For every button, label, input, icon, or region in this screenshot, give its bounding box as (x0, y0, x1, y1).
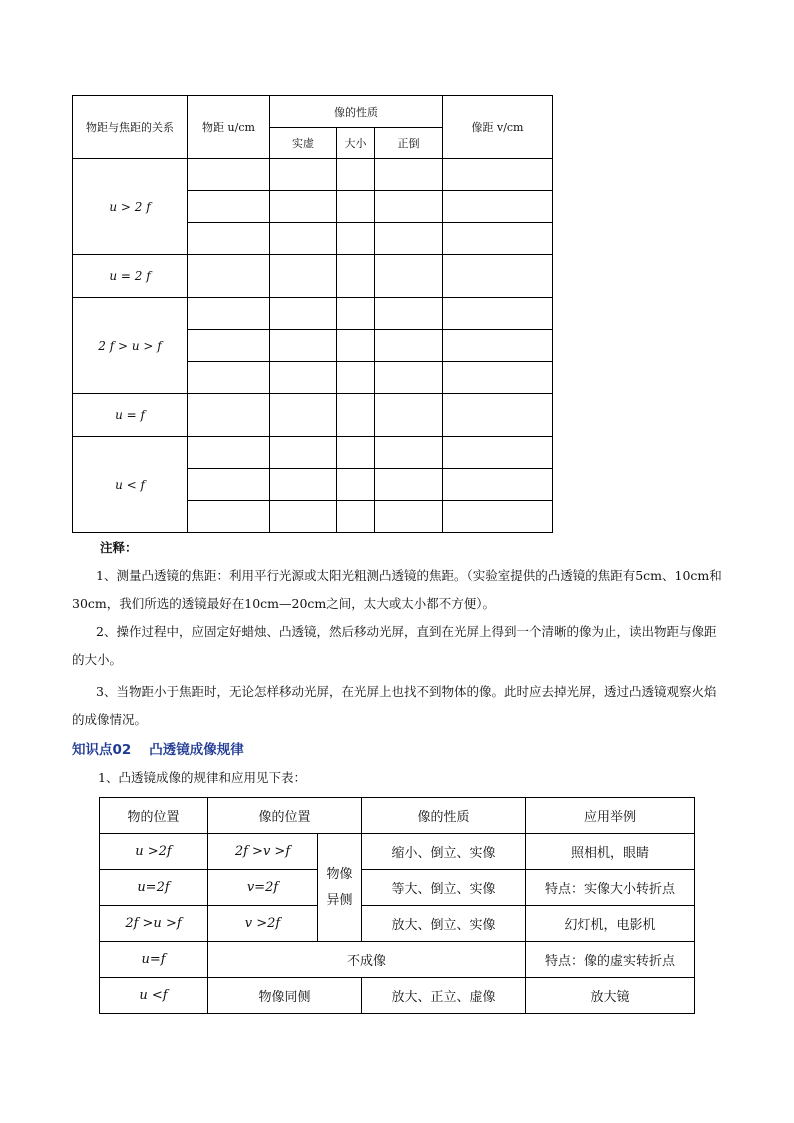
condition-u-lt-f: u < f (73, 437, 188, 533)
row-image-nature: 缩小、倒立、实像 (362, 834, 526, 870)
side-label-opposite (318, 834, 362, 942)
row-application: 特点：像的虚实转折点 (526, 942, 695, 978)
table-cell[interactable] (270, 469, 337, 501)
header-object-position: 物的位置 (100, 798, 208, 834)
row-image-position: v=2f (208, 870, 318, 906)
row-object-position: u=f (100, 942, 208, 978)
table-cell[interactable] (270, 159, 337, 191)
notes-section (72, 534, 726, 734)
table-cell[interactable] (188, 330, 270, 362)
row-application: 特点：实像大小转折点 (526, 870, 695, 906)
table-cell[interactable] (375, 255, 443, 298)
table-cell[interactable] (270, 501, 337, 533)
row-image-position: v >2f (208, 906, 318, 942)
section-number: 知识点02 (72, 742, 132, 758)
table-cell[interactable] (270, 330, 337, 362)
condition-2f-gt-u-gt-f: 2 f > u > f (73, 298, 188, 394)
table-cell[interactable] (443, 223, 553, 255)
header-image-nature: 像的性质 (270, 96, 443, 128)
table-cell[interactable] (443, 362, 553, 394)
table-cell[interactable] (375, 469, 443, 501)
table-cell[interactable] (443, 159, 553, 191)
table-cell[interactable] (270, 394, 337, 437)
table-cell[interactable] (443, 330, 553, 362)
row-object-position: u <f (100, 978, 208, 1014)
table-cell[interactable] (337, 159, 375, 191)
table-cell[interactable] (188, 469, 270, 501)
notes-label: 注释： (100, 540, 138, 555)
table-cell[interactable] (443, 255, 553, 298)
table-cell[interactable] (188, 159, 270, 191)
table-cell[interactable] (188, 191, 270, 223)
intro-text: 1、凸透镜成像的规律和应用见下表： (98, 770, 306, 785)
row-object-position: u >2f (100, 834, 208, 870)
row-object-position: 2f >u >f (100, 906, 208, 942)
note-item: 2、操作过程中，应固定好蜡烛、凸透镜，然后移动光屏，直到在光屏上得到一个清晰的像为止，读出物距与像距的大小。 (72, 624, 717, 667)
header-object-distance: 物距 u/cm (188, 96, 270, 159)
table-cell[interactable] (337, 223, 375, 255)
table-cell[interactable] (443, 437, 553, 469)
table-cell[interactable] (443, 469, 553, 501)
table-cell[interactable] (443, 501, 553, 533)
experiment-record-table (72, 95, 553, 533)
table-cell[interactable] (337, 469, 375, 501)
table-cell[interactable] (270, 298, 337, 330)
table-cell[interactable] (270, 362, 337, 394)
table-cell[interactable] (337, 330, 375, 362)
row-object-position: u=2f (100, 870, 208, 906)
table-cell[interactable] (375, 362, 443, 394)
row-image-position: 物像同侧 (208, 978, 362, 1014)
table-cell[interactable] (375, 437, 443, 469)
row-no-image: 不成像 (208, 942, 526, 978)
table-cell[interactable] (375, 223, 443, 255)
table-cell[interactable] (375, 159, 443, 191)
table-cell[interactable] (270, 223, 337, 255)
condition-u-eq-f: u = f (73, 394, 188, 437)
table-cell[interactable] (337, 394, 375, 437)
condition-u-gt-2f: u > 2 f (73, 159, 188, 255)
row-application: 放大镜 (526, 978, 695, 1014)
table-cell[interactable] (337, 437, 375, 469)
note-item: 1、测量凸透镜的焦距：利用平行光源或太阳光粗测凸透镜的焦距。（实验室提供的凸透镜的焦距有5cm、10cm和30cm，我们所选的透镜最好在10cm—20cm之间，太大或太小都不方便）。 (72, 568, 722, 611)
table-cell[interactable] (375, 191, 443, 223)
table-cell[interactable] (188, 223, 270, 255)
imaging-rules-table (99, 797, 695, 1014)
header-real-virtual: 实虚 (270, 128, 337, 159)
table-cell[interactable] (270, 255, 337, 298)
table-cell[interactable] (337, 191, 375, 223)
header-application: 应用举例 (526, 798, 695, 834)
table-cell[interactable] (188, 437, 270, 469)
table-cell[interactable] (188, 362, 270, 394)
table-cell[interactable] (188, 394, 270, 437)
section-title: 凸透镜成像规律 (149, 742, 244, 758)
header-image-position: 像的位置 (208, 798, 362, 834)
row-application: 幻灯机，电影机 (526, 906, 695, 942)
row-application: 照相机，眼睛 (526, 834, 695, 870)
section-heading (72, 738, 244, 758)
table-cell[interactable] (443, 298, 553, 330)
row-image-nature: 放大、正立、虚像 (362, 978, 526, 1014)
table-cell[interactable] (337, 298, 375, 330)
side-label-text: 物像异侧 (326, 866, 353, 908)
table-cell[interactable] (337, 362, 375, 394)
table-cell[interactable] (375, 394, 443, 437)
table-cell[interactable] (270, 191, 337, 223)
table-cell[interactable] (443, 191, 553, 223)
condition-u-eq-2f: u = 2 f (73, 255, 188, 298)
table-cell[interactable] (188, 298, 270, 330)
table-cell[interactable] (188, 501, 270, 533)
row-image-position: 2f >v >f (208, 834, 318, 870)
row-image-nature: 放大、倒立、实像 (362, 906, 526, 942)
table-cell[interactable] (337, 501, 375, 533)
table-cell[interactable] (270, 437, 337, 469)
row-image-nature: 等大、倒立、实像 (362, 870, 526, 906)
header-image-nature: 像的性质 (362, 798, 526, 834)
table-cell[interactable] (375, 330, 443, 362)
table-cell[interactable] (337, 255, 375, 298)
table-cell[interactable] (443, 394, 553, 437)
note-item: 3、当物距小于焦距时，无论怎样移动光屏，在光屏上也找不到物体的像。此时应去掉光屏，透过凸透镜观察火焰的成像情况。 (72, 684, 717, 727)
table-cell[interactable] (375, 501, 443, 533)
table-cell[interactable] (375, 298, 443, 330)
header-relation: 物距与焦距的关系 (73, 96, 188, 159)
table-cell[interactable] (188, 255, 270, 298)
header-size: 大小 (337, 128, 375, 159)
header-orientation: 正倒 (375, 128, 443, 159)
header-image-distance: 像距 v/cm (443, 96, 553, 159)
